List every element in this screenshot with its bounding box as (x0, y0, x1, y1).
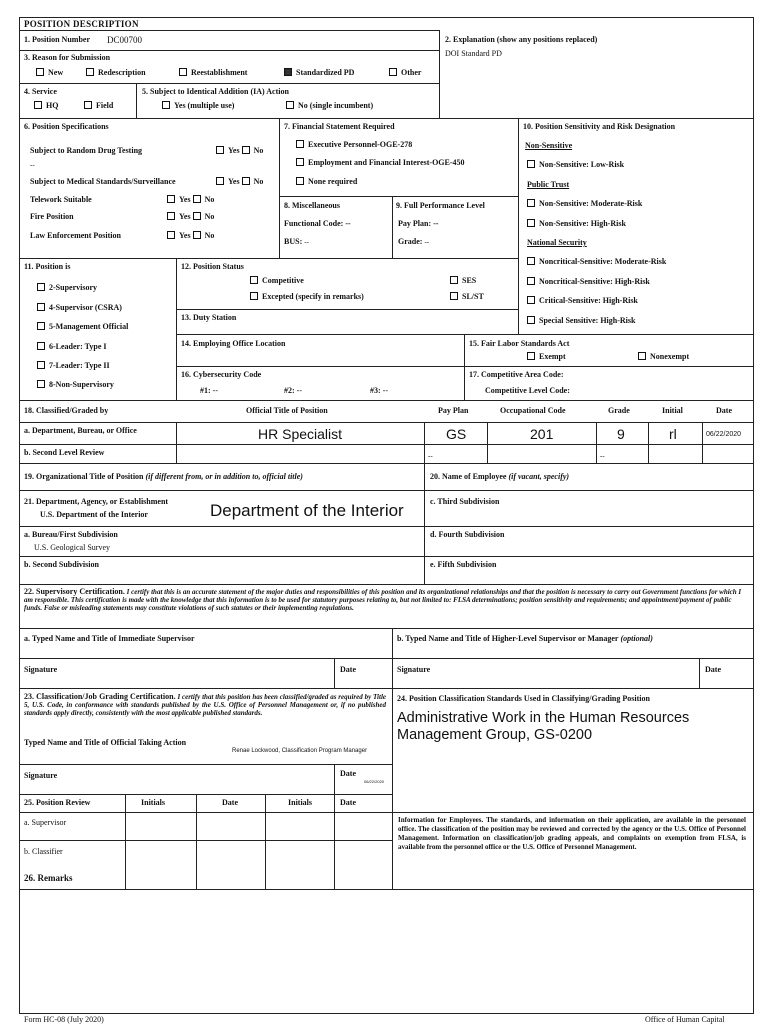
checkbox-icon (527, 257, 535, 265)
org-title-label: 19. Organizational Title of Position (if different from, or in addition to, official title) (24, 472, 303, 481)
competitive-level-label: Competitive Level Code: (485, 386, 570, 395)
reason-label: 3. Reason for Submission (24, 53, 111, 62)
reason-new[interactable]: New (36, 68, 63, 77)
functional-code[interactable]: Functional Code: -- (284, 219, 351, 228)
checkbox-icon (250, 292, 258, 300)
status-slst[interactable]: SL/ST (450, 292, 484, 301)
ia-no[interactable]: No (single incumbent) (286, 101, 373, 110)
second-subdivision-label: b. Second Subdivision (24, 560, 99, 569)
financial-oge278[interactable]: Executive Personnel-OGE-278 (296, 140, 412, 149)
department-label: 21. Department, Agency, or Establishment (24, 497, 169, 506)
checkbox-icon (36, 68, 44, 76)
checkbox-icon (37, 342, 45, 350)
position-supervisor-csra[interactable]: 4-Supervisor (CSRA) (37, 303, 122, 312)
cybersecurity-label: 16. Cybersecurity Code (181, 370, 262, 379)
national-security-heading: National Security (527, 238, 587, 247)
service-label: 4. Service (24, 87, 57, 96)
manager-date-label: Date (705, 665, 721, 674)
special-high-risk[interactable]: Special Sensitive: High-Risk (527, 316, 635, 325)
medical-label: Subject to Medical Standards/Surveillance (30, 177, 176, 186)
public-trust-heading: Public Trust (527, 180, 570, 189)
critical-high-risk[interactable]: Critical-Sensitive: High-Risk (527, 296, 638, 305)
fire-options[interactable]: Yes No (167, 212, 214, 221)
checkbox-icon (37, 322, 45, 330)
checkbox-icon (296, 158, 304, 166)
full-performance-grade[interactable]: Grade: -- (398, 237, 430, 246)
form-number: Form HC-08 (July 2020) (24, 1015, 104, 1024)
checkbox-icon (450, 276, 458, 284)
full-performance-payplan[interactable]: Pay Plan: -- (398, 219, 439, 228)
cyber-code-1[interactable]: #1: -- (200, 386, 218, 395)
checkbox-icon (37, 303, 45, 311)
position-review-label: 25. Position Review (24, 798, 91, 807)
ia-yes[interactable]: Yes (multiple use) (162, 101, 234, 110)
row-b-grade-dash: -- (600, 452, 605, 460)
review-supervisor-label: a. Supervisor (24, 818, 67, 827)
col-occupational-code: Occupational Code (500, 406, 566, 415)
checkbox-icon (193, 212, 201, 220)
checkbox-icon (179, 68, 187, 76)
sensitivity-label: 10. Position Sensitivity and Risk Designation (523, 122, 676, 131)
position-supervisory[interactable]: 2-Supervisory (37, 283, 97, 292)
row-b-label: b. Second Level Review (24, 448, 105, 457)
employee-name-label: 20. Name of Employee (if vacant, specify) (430, 472, 570, 481)
form-title: POSITION DESCRIPTION (24, 19, 139, 29)
checkbox-icon (37, 361, 45, 369)
ns-high-risk[interactable]: Non-Sensitive: High-Risk (527, 219, 626, 228)
row-a-label: a. Department, Bureau, or Office (24, 426, 137, 435)
checkbox-icon (216, 177, 224, 185)
row-a-payplan[interactable]: GS (446, 426, 467, 442)
checkbox-icon (193, 195, 201, 203)
review-date-header-1: Date (222, 798, 238, 807)
immediate-supervisor-label: a. Typed Name and Title of Immediate Supervisor (24, 634, 195, 643)
position-status-label: 12. Position Status (181, 262, 244, 271)
checkbox-icon (296, 177, 304, 185)
col-official-title: Official Title of Position (246, 406, 328, 415)
financial-label: 7. Financial Statement Required (284, 122, 395, 131)
review-classifier-label: b. Classifier (24, 847, 63, 856)
ns-low-risk[interactable]: Non-Sensitive: Low-Risk (527, 160, 624, 169)
checkbox-icon (250, 276, 258, 284)
position-leader-type2[interactable]: 7-Leader: Type II (37, 361, 110, 370)
review-initials-header-1: Initials (141, 798, 166, 807)
explanation-label: 2. Explanation (show any positions replaced) (445, 35, 598, 44)
position-number-label: 1. Position Number (24, 35, 90, 44)
col-initial: Initial (662, 406, 683, 415)
department-value-small: U.S. Department of the Interior (40, 510, 148, 519)
checkbox-icon (242, 146, 250, 154)
supervisory-certification: 22. Supervisory Certification. I certify that this is an accurate statement of the major duties and responsibilities of this position and its organizational relationships and that the position is necessary to carry out Government functions for which I am responsible. This certification is made with the knowledge that this information is to be used for statutory purposes relating to, but not limited to: FLSA determinations; position sensitivity and requirements; and appointment/payment of public funds. False or misleading statements may constitute violations of such statutes or their implementing regulations. (24, 587, 742, 613)
checkbox-icon (86, 68, 94, 76)
checkbox-icon (527, 352, 535, 360)
service-field[interactable]: Field (84, 101, 113, 110)
classifier-signature-label: Signature (24, 771, 58, 780)
checked-checkbox-icon (284, 68, 292, 76)
full-performance-label: 9. Full Performance Level (396, 201, 485, 210)
drug-testing-label: Subject to Random Drug Testing (30, 146, 143, 155)
financial-oge450[interactable]: Employment and Financial Interest-OGE-450 (296, 158, 465, 167)
classification-standards-label: 24. Position Classification Standards Used in Classifying/Grading Position (397, 694, 650, 703)
law-label: Law Enforcement Position (30, 231, 121, 240)
position-number-value[interactable]: DC00700 (107, 35, 143, 45)
drug-testing-options[interactable]: Yes No (216, 146, 263, 155)
first-subdivision-value[interactable]: U.S. Geological Survey (34, 543, 110, 552)
col-grade: Grade (608, 406, 630, 415)
checkbox-icon (450, 292, 458, 300)
reason-reestablishment[interactable]: Reestablishment (179, 68, 247, 77)
service-hq[interactable]: HQ (34, 101, 58, 110)
col-date: Date (716, 406, 732, 415)
ia-action-label: 5. Subject to Identical Addition (IA) Action (142, 87, 289, 96)
non-sensitive-heading: Non-Sensitive (525, 141, 573, 150)
ns-moderate-risk[interactable]: Non-Sensitive: Moderate-Risk (527, 199, 642, 208)
financial-none[interactable]: None required (296, 177, 357, 186)
checkbox-icon (527, 296, 535, 304)
manager-signature-label: Signature (397, 665, 431, 674)
row-a-grade[interactable]: 9 (617, 426, 625, 442)
reason-other[interactable]: Other (389, 68, 421, 77)
classifier-date-label: Date (340, 769, 356, 778)
fourth-subdivision-label: d. Fourth Subdivision (430, 530, 505, 539)
higher-supervisor-label: b. Typed Name and Title of Higher-Level Supervisor or Manager (optional) (397, 634, 653, 643)
employing-office-label: 14. Employing Office Location (181, 339, 286, 348)
checkbox-icon (167, 212, 175, 220)
first-subdivision-label: a. Bureau/First Subdivision (24, 530, 118, 539)
checkbox-icon (242, 177, 250, 185)
department-value[interactable]: Department of the Interior (210, 501, 404, 520)
classified-by-label: 18. Classified/Graded by (24, 406, 109, 415)
position-management-official[interactable]: 5-Management Official (37, 322, 128, 331)
cyber-code-3[interactable]: #3: -- (370, 386, 388, 395)
remarks-label: 26. Remarks (24, 873, 73, 883)
checkbox-icon (296, 140, 304, 148)
telework-label: Telework Suitable (30, 195, 92, 204)
flsa-exempt[interactable]: Exempt (527, 352, 566, 361)
third-subdivision-label: c. Third Subdivision (430, 497, 500, 506)
cyber-code-2[interactable]: #2: -- (284, 386, 302, 395)
checkbox-icon (37, 283, 45, 291)
official-taking-action-value[interactable]: Renae Lockwood, Classification Program Manager (232, 748, 368, 754)
law-options[interactable]: Yes No (167, 231, 214, 240)
checkbox-icon (193, 231, 201, 239)
checkbox-icon (167, 195, 175, 203)
fifth-subdivision-label: e. Fifth Subdivision (430, 560, 497, 569)
review-initials-header-2: Initials (288, 798, 313, 807)
checkbox-icon (527, 160, 535, 168)
status-ses[interactable]: SES (450, 276, 476, 285)
explanation-value[interactable]: DOI Standard PD (445, 49, 502, 58)
checkbox-icon (527, 219, 535, 227)
misc-label: 8. Miscellaneous (284, 201, 340, 210)
nc-moderate-risk[interactable]: Noncritical-Sensitive: Moderate-Risk (527, 257, 666, 266)
review-date-header-2: Date (340, 798, 356, 807)
nc-high-risk[interactable]: Noncritical-Sensitive: High-Risk (527, 277, 650, 286)
flsa-nonexempt[interactable]: Nonexempt (638, 352, 689, 361)
status-competitive[interactable]: Competitive (250, 276, 304, 285)
duty-station-label: 13. Duty Station (181, 313, 237, 322)
competitive-area-label: 17. Competitive Area Code: (469, 370, 564, 379)
bus-code[interactable]: BUS: -- (284, 237, 309, 246)
col-pay-plan: Pay Plan (438, 406, 469, 415)
telework-options[interactable]: Yes No (167, 195, 214, 204)
row-a-occ-code[interactable]: 201 (530, 426, 554, 442)
employee-information: Information for Employees. The standards, and information on their application, are available in the personnel office. The classification of the position may be reviewed and corrected by the agency or the U.S. Office of Personnel Management. Information on classification/job grading appeals, and complaints on exemption from FLSA, is available from the personnel office or the U.S. Office of Personnel Management. (398, 816, 746, 852)
drug-testing-dash: -- (30, 161, 35, 169)
reason-standardized-pd[interactable]: Standardized PD (284, 68, 354, 77)
position-is-label: 11. Position is (24, 262, 71, 271)
checkbox-icon (389, 68, 397, 76)
status-excepted[interactable]: Excepted (specify in remarks) (250, 292, 364, 301)
row-b-payplan-dash: -- (428, 452, 433, 460)
reason-redescription[interactable]: Redescription (86, 68, 146, 77)
classifier-date-value[interactable]: 06/22/2020 (364, 779, 385, 784)
classification-standards-value[interactable]: Administrative Work in the Human Resources Management Group, GS-0200 (397, 710, 690, 744)
medical-options[interactable]: Yes No (216, 177, 263, 186)
checkbox-icon (286, 101, 294, 109)
checkbox-icon (527, 277, 535, 285)
checkbox-icon (167, 231, 175, 239)
flsa-label: 15. Fair Labor Standards Act (469, 339, 570, 348)
checkbox-icon (527, 316, 535, 324)
position-specs-label: 6. Position Specifications (24, 122, 109, 131)
checkbox-icon (216, 146, 224, 154)
office-name: Office of Human Capital (645, 1015, 725, 1024)
classification-certification: 23. Classification/Job Grading Certification. I certify that this position has been classified/graded as required by Title 5, U.S. Code, in conformance with standards published by the U.S. Office of Personnel Management or, if no published standards apply directly, consistently with the most applicable published standards. (24, 692, 386, 718)
row-a-initial[interactable]: rl (669, 426, 677, 442)
supervisor-signature-label: Signature (24, 665, 58, 674)
position-leader-type1[interactable]: 6-Leader: Type I (37, 342, 106, 351)
checkbox-icon (34, 101, 42, 109)
checkbox-icon (37, 380, 45, 388)
checkbox-icon (638, 352, 646, 360)
checkbox-icon (84, 101, 92, 109)
supervisor-date-label: Date (340, 665, 356, 674)
official-taking-action-label: Typed Name and Title of Official Taking Action (24, 738, 187, 747)
checkbox-icon (527, 199, 535, 207)
fire-label: Fire Position (30, 212, 74, 221)
row-a-date[interactable]: 06/22/2020 (706, 431, 742, 438)
checkbox-icon (162, 101, 170, 109)
position-non-supervisory[interactable]: 8-Non-Supervisory (37, 380, 114, 389)
row-a-title[interactable]: HR Specialist (258, 426, 343, 442)
